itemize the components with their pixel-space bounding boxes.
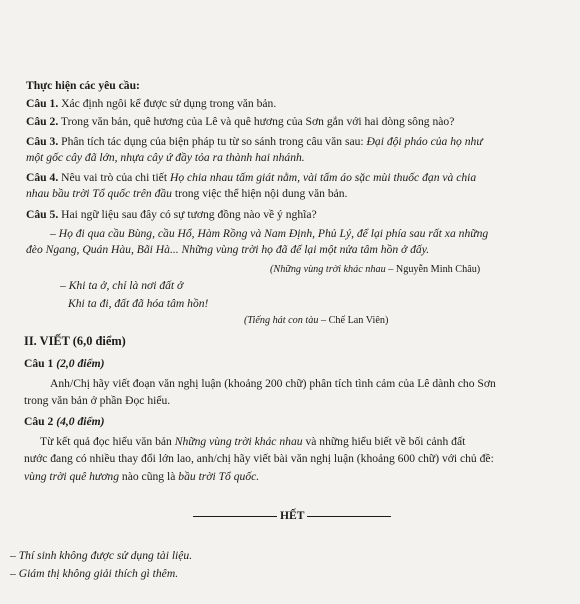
writing-1-heading (24, 356, 105, 371)
question-4-cont (26, 186, 347, 201)
writing-2-heading (24, 414, 105, 429)
question-4-text: Nêu vai trò của chi tiết (61, 171, 168, 184)
end-marker (190, 508, 394, 523)
question-4-label: Câu 4. (26, 171, 59, 184)
excerpt-1-source-title: (Những vùng trời khác nhau (270, 264, 386, 275)
note-1: – Thí sinh không được sử dụng tài liệu. (10, 549, 193, 562)
note-2: – Giám thị không giải thích gì thêm. (10, 567, 179, 580)
question-4-text-cont: trong việc thể hiện nội dung văn bản. (174, 187, 348, 200)
writing-2-line-3 (24, 469, 259, 484)
excerpt-2-source-author: – Chế Lan Viên) (320, 315, 389, 326)
question-4-quote-cont: nhau bầu trời Tổ quốc trên đầu (26, 187, 172, 200)
writing-2-theme-a: vùng trời quê hương (24, 470, 120, 483)
writing-1-points: (2,0 điểm) (56, 357, 105, 370)
writing-2-label: Câu 2 (24, 415, 54, 428)
question-3-quote: Đại đội pháo của họ như (366, 135, 483, 148)
question-5-label: Câu 5. (26, 208, 59, 221)
excerpt-2-source (244, 313, 388, 328)
question-5 (26, 207, 317, 222)
question-1 (26, 96, 276, 111)
question-2 (26, 114, 454, 129)
question-2-text: Trong văn bản, quê hương của Lê và quê hương của Sơn gắn với hai dòng sông nào? (60, 115, 455, 128)
excerpt-2-line-2: Khi ta đi, đất đã hóa tâm hồn! (68, 297, 209, 310)
question-3-quote-cont: một gốc cây đã lớn, nhựa cây ứ đầy tỏa ra thành hai nhánh. (26, 151, 305, 164)
excerpt-1-source-author: – Nguyễn Minh Châu) (388, 264, 481, 275)
writing-1-line-2: trong văn bản ở phần Đọc hiểu. (24, 394, 171, 407)
end-text: HẾT (280, 509, 305, 522)
excerpt-1-line-2: đèo Ngang, Quán Hàu, Bãi Hà... Những vùng trời họ đã để lại một nửa tâm hồn ở đấy. (26, 243, 430, 256)
instructions-title: Thực hiện các yêu cầu: (26, 79, 140, 92)
excerpt-2-source-title: (Tiếng hát con tàu (244, 315, 319, 326)
question-3-label: Câu 3. (26, 135, 59, 148)
writing-2-quote: Những vùng trời khác nhau (174, 435, 303, 448)
excerpt-2-line-1: – Khi ta ở, chỉ là nơi đất ở (60, 279, 184, 292)
writing-2-theme-c: bầu trời Tổ quốc. (178, 470, 260, 483)
question-3-text: Phân tích tác dụng của biện pháp tu từ so sánh trong câu văn sau: (61, 135, 364, 148)
writing-1-line-1: Anh/Chị hãy viết đoạn văn nghị luận (khoảng 200 chữ) phân tích tình cảm của Lê dành cho Sơn (50, 377, 496, 390)
writing-2-line-2: nước đang có nhiều thay đổi lớn lao, anh/chị hãy viết bài văn nghị luận (khoảng 600 chữ) với chủ đề: (24, 452, 494, 465)
writing-2-line-1 (40, 434, 465, 449)
writing-2-text-a: Từ kết quả đọc hiểu văn bản (40, 435, 172, 448)
question-4-quote: Họ chia nhau tấm giát nằm, vài tấm áo sặc mùi thuốc đạn và chia (169, 171, 477, 184)
question-1-text: Xác định ngôi kể được sử dụng trong văn bản. (61, 97, 277, 110)
section-2-title: II. VIẾT (6,0 điểm) (24, 334, 126, 348)
writing-2-points: (4,0 điểm) (56, 415, 105, 428)
question-4 (26, 170, 476, 185)
end-rule-right (307, 516, 391, 517)
question-3 (26, 134, 483, 149)
excerpt-1-source (270, 262, 480, 277)
end-rule-left (193, 516, 277, 517)
question-5-text: Hai ngữ liệu sau đây có sự tương đồng nào về ý nghĩa? (61, 208, 317, 221)
excerpt-1-line-1: – Họ đi qua cầu Bùng, cầu Hổ, Hàm Rồng và Nam Định, Phủ Lý, để lại phía sau rất xa những (50, 227, 489, 240)
question-1-label: Câu 1. (26, 97, 59, 110)
writing-2-text-b: và những hiểu biết về bối cảnh đất (305, 435, 466, 448)
writing-2-theme-b: nào cũng là (121, 470, 176, 483)
writing-1-label: Câu 1 (24, 357, 54, 370)
question-2-label: Câu 2. (26, 115, 59, 128)
